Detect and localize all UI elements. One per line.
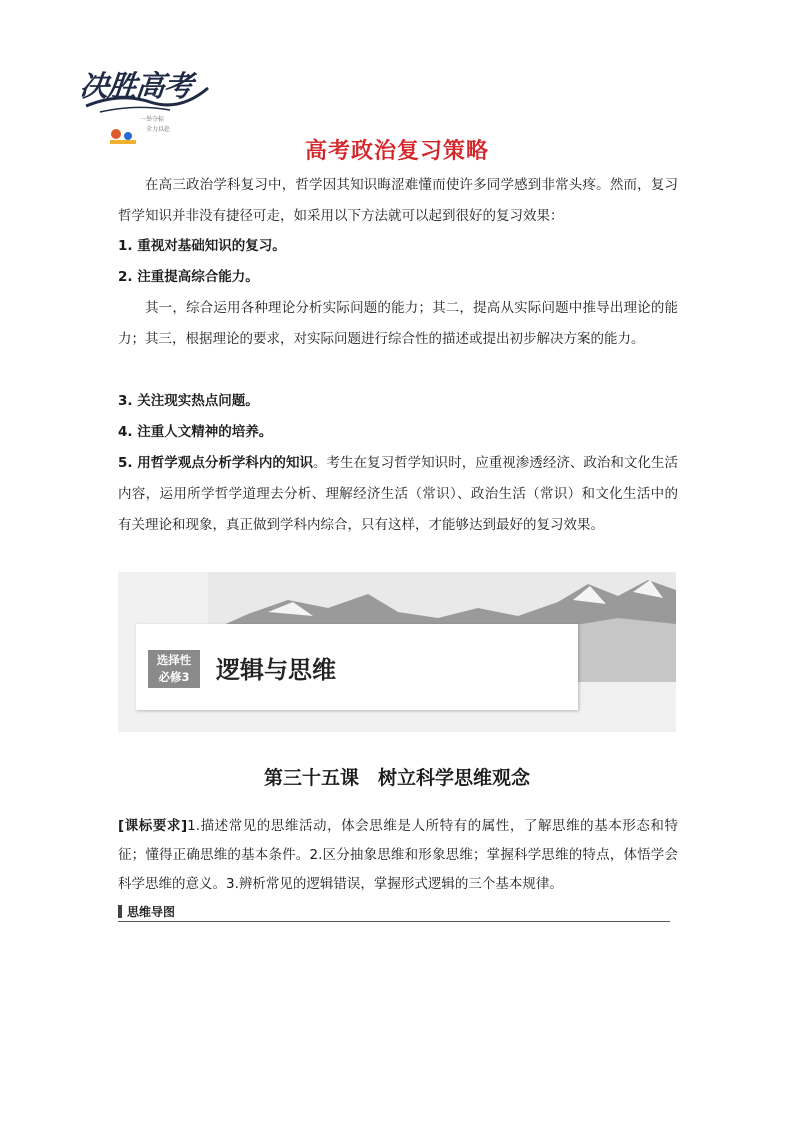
point-2-detail: 其一，综合运用各种理论分析实际问题的能力；其二，提高从实际问题中推导出理论的能力；其三，根据理论的要求，对实际问题进行综合性的描述或提出初步解决方案的能力。: [118, 300, 678, 347]
point-5-lead: 5. 用哲学观点分析学科内的知识: [118, 455, 313, 471]
logo-small-text-1: 一举夺标: [140, 116, 165, 123]
intro-paragraph: 在高三政治学科复习中，哲学因其知识晦涩难懂而使许多同学感到非常头疼。然而，复习哲学知识并非没有捷径可走，如采用以下方法就可以起到很好的复习效果：: [118, 177, 678, 224]
badge-line-2: 必修3: [158, 670, 190, 684]
point-2: 2. 注重提高综合能力。: [118, 269, 259, 285]
mind-map-label: 思维导图: [127, 905, 176, 919]
point-1: 1. 重视对基础知识的复习。: [118, 238, 286, 254]
document-title: 高考政治复习策略: [304, 139, 489, 164]
chapter-banner: [118, 572, 676, 732]
requirements-label: [课标要求]: [118, 818, 188, 834]
lesson-title: 第三十五课 树立科学思维观念: [263, 767, 530, 789]
requirements-text: 1.描述常见的思维活动，体会思维是人所特有的属性，了解思维的基本形态和特征；懂得正确思维的基本条件。2.区分抽象思维和形象思维；掌握科学思维的特点，体悟学会科学思维的意义。3.辨析常见的逻辑错误，掌握形式逻辑的三个基本规律。: [118, 818, 678, 892]
point-3: 3. 关注现实热点问题。: [118, 393, 259, 409]
elective-badge: [148, 650, 200, 688]
heading-marker-icon: [118, 905, 122, 918]
curriculum-requirements: [118, 812, 678, 899]
banner-title: 逻辑与思维: [216, 656, 336, 684]
point-4: 4. 注重人文精神的培养。: [118, 424, 273, 440]
point-5-text: 。考生在复习哲学知识时，应重视渗透经济、政治和文化生活内容，运用所学哲学道理去分析、理解经济生活（常识）、政治生活（常识）和文化生活中的有关理论和现象，真正做到学科内综合，只有这样，才能够达到最好的复习效果。: [118, 455, 678, 533]
banner-label-box: [136, 624, 578, 710]
badge-line-1: 选择性: [156, 653, 192, 667]
logo-text: 决胜高考: [78, 69, 194, 103]
point-5-paragraph: [118, 448, 678, 541]
logo-small-text-2: 全力以赴: [146, 126, 171, 133]
mind-map-heading: [118, 905, 670, 922]
